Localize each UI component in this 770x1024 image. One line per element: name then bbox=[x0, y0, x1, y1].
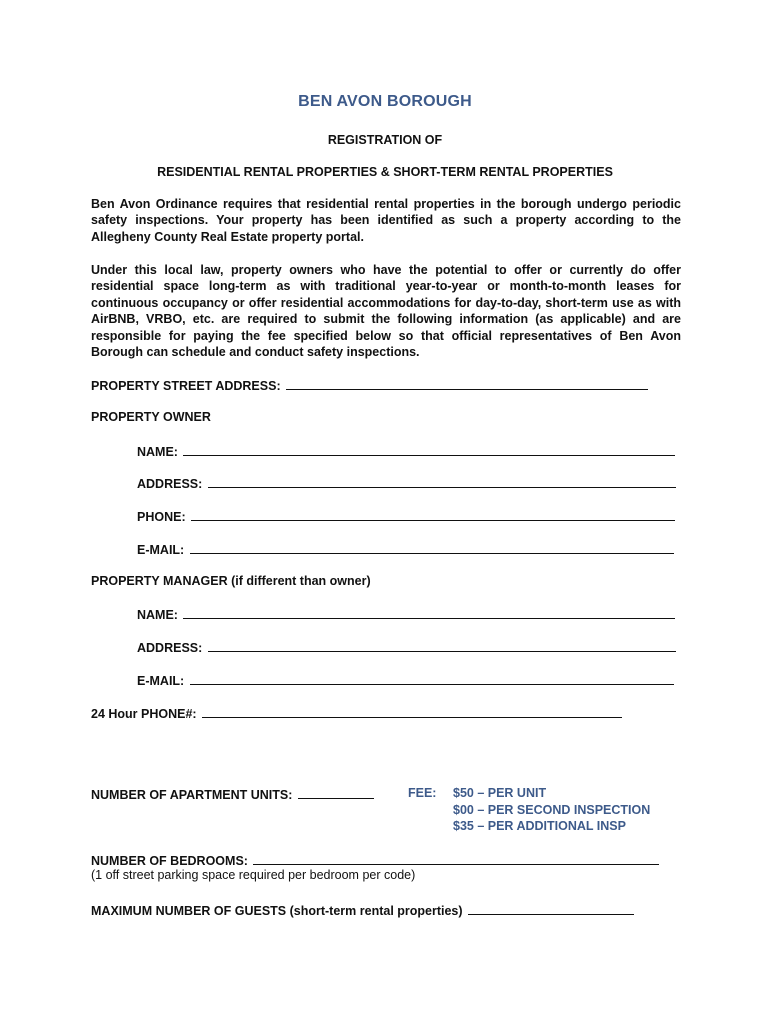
owner-name-label: NAME: bbox=[137, 445, 178, 459]
phone24-blank[interactable] bbox=[202, 705, 622, 718]
document-title: BEN AVON BOROUGH bbox=[298, 93, 472, 110]
fee-second-inspection: $00 – PER SECOND INSPECTION bbox=[453, 803, 651, 817]
apartment-units-label: NUMBER OF APARTMENT UNITS: bbox=[91, 788, 293, 802]
owner-email-blank[interactable] bbox=[190, 541, 674, 554]
manager-email-row bbox=[137, 672, 674, 688]
owner-name-row bbox=[137, 443, 675, 459]
subtitle-properties: RESIDENTIAL RENTAL PROPERTIES & SHORT-TERM RENTAL PROPERTIES bbox=[157, 165, 613, 179]
manager-address-label: ADDRESS: bbox=[137, 641, 203, 655]
owner-address-blank[interactable] bbox=[208, 475, 676, 488]
owner-address-label: ADDRESS: bbox=[137, 477, 203, 491]
manager-heading: PROPERTY MANAGER (if different than owner) bbox=[91, 574, 371, 588]
fee-additional-inspection: $35 – PER ADDITIONAL INSP bbox=[453, 819, 626, 833]
phone24-row bbox=[91, 705, 622, 721]
owner-phone-row bbox=[137, 508, 675, 524]
owner-heading: PROPERTY OWNER bbox=[91, 410, 211, 424]
parking-note: (1 off street parking space required per bedroom per code) bbox=[91, 868, 416, 882]
street-address-row bbox=[91, 377, 648, 393]
owner-address-row bbox=[137, 475, 676, 491]
owner-email-row bbox=[137, 541, 674, 557]
local-law-paragraph: Under this local law, property owners who have the potential to offer or currently do offer residential space long-term as with traditional year-to-year or month-to-month leases for continuous occupancy or offer residential accommodations for day-to-day, short-term use as with AirBNB, VRBO, etc. are required to submit the following information (as applicable) and are responsible for paying the fee specified below so that official representatives of Ben Avon Borough can schedule and conduct safety inspections. bbox=[91, 263, 681, 360]
manager-name-label: NAME: bbox=[137, 608, 178, 622]
manager-email-blank[interactable] bbox=[190, 672, 674, 685]
manager-name-blank[interactable] bbox=[183, 606, 675, 619]
manager-name-row bbox=[137, 606, 675, 622]
bedrooms-label: NUMBER OF BEDROOMS: bbox=[91, 854, 248, 868]
apartment-units-blank[interactable] bbox=[298, 786, 374, 799]
bedrooms-blank[interactable] bbox=[253, 852, 659, 865]
street-address-label: PROPERTY STREET ADDRESS: bbox=[91, 379, 281, 393]
subtitle-registration: REGISTRATION OF bbox=[327, 133, 443, 147]
phone24-label: 24 Hour PHONE#: bbox=[91, 707, 197, 721]
manager-email-label: E-MAIL: bbox=[137, 674, 185, 688]
owner-email-label: E-MAIL: bbox=[137, 543, 185, 557]
manager-address-blank[interactable] bbox=[208, 639, 676, 652]
fee-label: FEE: bbox=[408, 786, 437, 800]
max-guests-row bbox=[91, 902, 634, 918]
bedrooms-row bbox=[91, 852, 659, 868]
apartment-units-row bbox=[91, 786, 374, 802]
fee-per-unit: $50 – PER UNIT bbox=[453, 786, 547, 800]
owner-name-blank[interactable] bbox=[183, 443, 675, 456]
street-address-blank[interactable] bbox=[286, 377, 648, 390]
max-guests-blank[interactable] bbox=[468, 902, 634, 915]
max-guests-label: MAXIMUM NUMBER OF GUESTS (short-term rental properties) bbox=[91, 904, 463, 918]
owner-phone-label: PHONE: bbox=[137, 510, 186, 524]
ordinance-paragraph: Ben Avon Ordinance requires that residential rental properties in the borough undergo periodic safety inspections. Your property has been identified as such a property according to the Allegheny County Real Estate property portal. bbox=[91, 197, 681, 244]
manager-address-row bbox=[137, 639, 676, 655]
owner-phone-blank[interactable] bbox=[191, 508, 675, 521]
